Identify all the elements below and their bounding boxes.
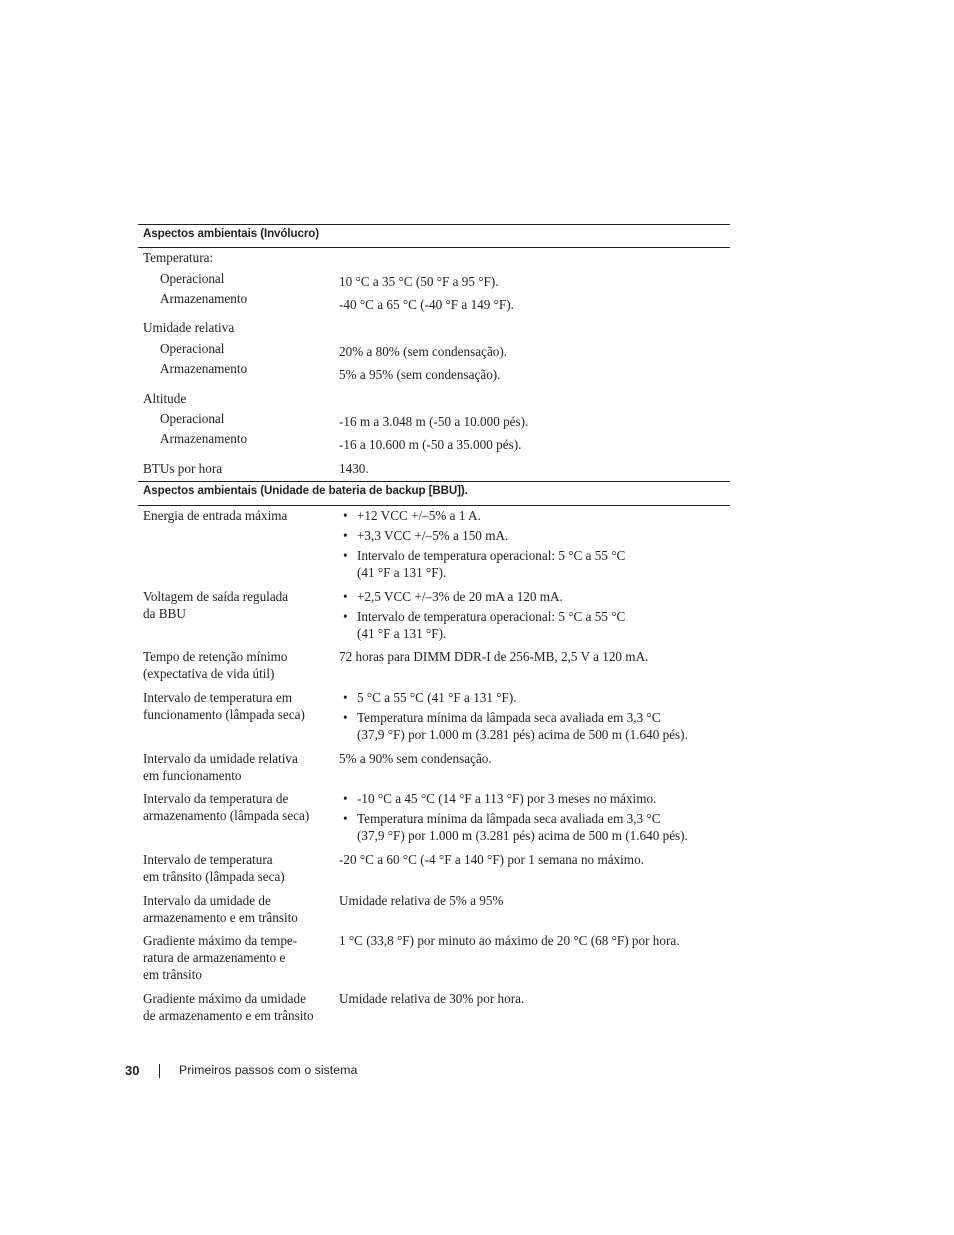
section1-top-rule (138, 224, 730, 225)
spec-row-label: Gradiente máximo da tempe- ratura de armazenamento e em trânsito (143, 933, 298, 982)
section2-heading-rule (138, 505, 730, 506)
spec-row-value: 1 °C (33,8 °F) por minuto ao máximo de 20 °C (68 °F) por hora. (339, 933, 680, 948)
bullet-dot-icon: • (343, 548, 348, 563)
bullet-item: • -10 °C a 45 °C (14 °F a 113 °F) por 3 meses no máximo. (343, 791, 657, 806)
btu-label: BTUs por hora (143, 461, 223, 476)
spec-row-label: Intervalo da umidade de armazenamento e em trânsito (143, 893, 298, 925)
bullet-item: • 5 °C a 55 °C (41 °F a 131 °F). (343, 690, 517, 705)
section2-heading: Aspectos ambientais (Unidade de bateria de backup [BBU]). (143, 484, 468, 497)
altitude-label: Altitude (143, 391, 187, 406)
spec-row-bullets (339, 689, 729, 746)
spec-row-value: -20 °C a 60 °C (-4 °F a 140 °F) por 1 semana no máximo. (339, 852, 644, 867)
bullet-item: • Temperatura mínima da lâmpada seca avaliada em 3,3 °C (37,9 °F) por 1.000 m (3.281 pés) acima de 500 m (1.640 pés). (343, 811, 688, 843)
btu-value: 1430. (339, 461, 369, 476)
bullet-dot-icon: • (343, 811, 348, 826)
bullet-item: • +12 VCC +/–5% a 1 A. (343, 508, 481, 523)
spec-row-bullets (339, 588, 729, 645)
temperature-storage-label: Armazenamento (160, 291, 248, 306)
spec-row-label: Gradiente máximo da umidade de armazenamento e em trânsito (143, 991, 314, 1023)
spec-row-label: Intervalo de temperatura em trânsito (lâmpada seca) (143, 852, 285, 884)
bullet-dot-icon: • (343, 589, 348, 604)
spec-row-label: Intervalo de temperatura em funcionamento (lâmpada seca) (143, 690, 305, 722)
humidity-storage-value: 5% a 95% (sem condensação). (339, 367, 501, 382)
temperature-operational-value: 10 °C a 35 °C (50 °F a 95 °F). (339, 274, 499, 289)
humidity-operational-value: 20% a 80% (sem condensação). (339, 344, 508, 359)
spec-row-bullets (339, 790, 729, 847)
spec-row-label: Intervalo da temperatura de armazenamento (lâmpada seca) (143, 791, 310, 823)
humidity-storage-label: Armazenamento (160, 361, 248, 376)
footer-section-title: Primeiros passos com o sistema (179, 1063, 358, 1077)
spec-row-label: Tempo de retenção mínimo (expectativa de vida útil) (143, 649, 288, 681)
spec-row-label: Intervalo da umidade relativa em funcionamento (143, 751, 298, 783)
spec-row-value: 72 horas para DIMM DDR-I de 256-MB, 2,5 V a 120 mA. (339, 649, 649, 664)
bullet-dot-icon: • (343, 609, 348, 624)
section1-heading-rule (138, 247, 730, 248)
bullet-dot-icon: • (343, 508, 348, 523)
altitude-operational-value: -16 m a 3.048 m (-50 a 10.000 pés). (339, 414, 529, 429)
page-number: 30 (125, 1063, 140, 1078)
spec-row-value: Umidade relativa de 30% por hora. (339, 991, 525, 1006)
bullet-dot-icon: • (343, 528, 348, 543)
temperature-label: Temperatura: (143, 250, 214, 265)
bullet-dot-icon: • (343, 710, 348, 725)
bullet-item: • +3,3 VCC +/–5% a 150 mA. (343, 528, 509, 543)
bullet-dot-icon: • (343, 690, 348, 705)
spec-row-value: Umidade relativa de 5% a 95% (339, 893, 504, 908)
bullet-item: • Intervalo de temperatura operacional: 5 °C a 55 °C (41 °F a 131 °F). (343, 548, 626, 580)
spec-row-label: Voltagem de saída regulada da BBU (143, 589, 289, 621)
bullet-item: • Intervalo de temperatura operacional: 5 °C a 55 °C (41 °F a 131 °F). (343, 609, 626, 641)
spec-row-bullets (339, 507, 729, 584)
altitude-storage-label: Armazenamento (160, 431, 248, 446)
bullet-item: • Temperatura mínima da lâmpada seca avaliada em 3,3 °C (37,9 °F) por 1.000 m (3.281 pés) acima de 500 m (1.640 pés). (343, 710, 688, 742)
bullet-item: • +2,5 VCC +/–3% de 20 mA a 120 mA. (343, 589, 563, 604)
temperature-operational-label: Operacional (160, 271, 225, 286)
spec-row-value: 5% a 90% sem condensação. (339, 751, 492, 766)
footer-separator (159, 1064, 160, 1078)
section2-top-rule (138, 481, 730, 482)
humidity-operational-label: Operacional (160, 341, 225, 356)
altitude-storage-value: -16 a 10.600 m (-50 a 35.000 pés). (339, 437, 522, 452)
section1-heading: Aspectos ambientais (Invólucro) (143, 227, 319, 240)
temperature-storage-value: -40 °C a 65 °C (-40 °F a 149 °F). (339, 297, 514, 312)
humidity-label: Umidade relativa (143, 320, 235, 335)
altitude-operational-label: Operacional (160, 411, 225, 426)
bullet-dot-icon: • (343, 791, 348, 806)
spec-row-label: Energia de entrada máxima (143, 508, 288, 523)
